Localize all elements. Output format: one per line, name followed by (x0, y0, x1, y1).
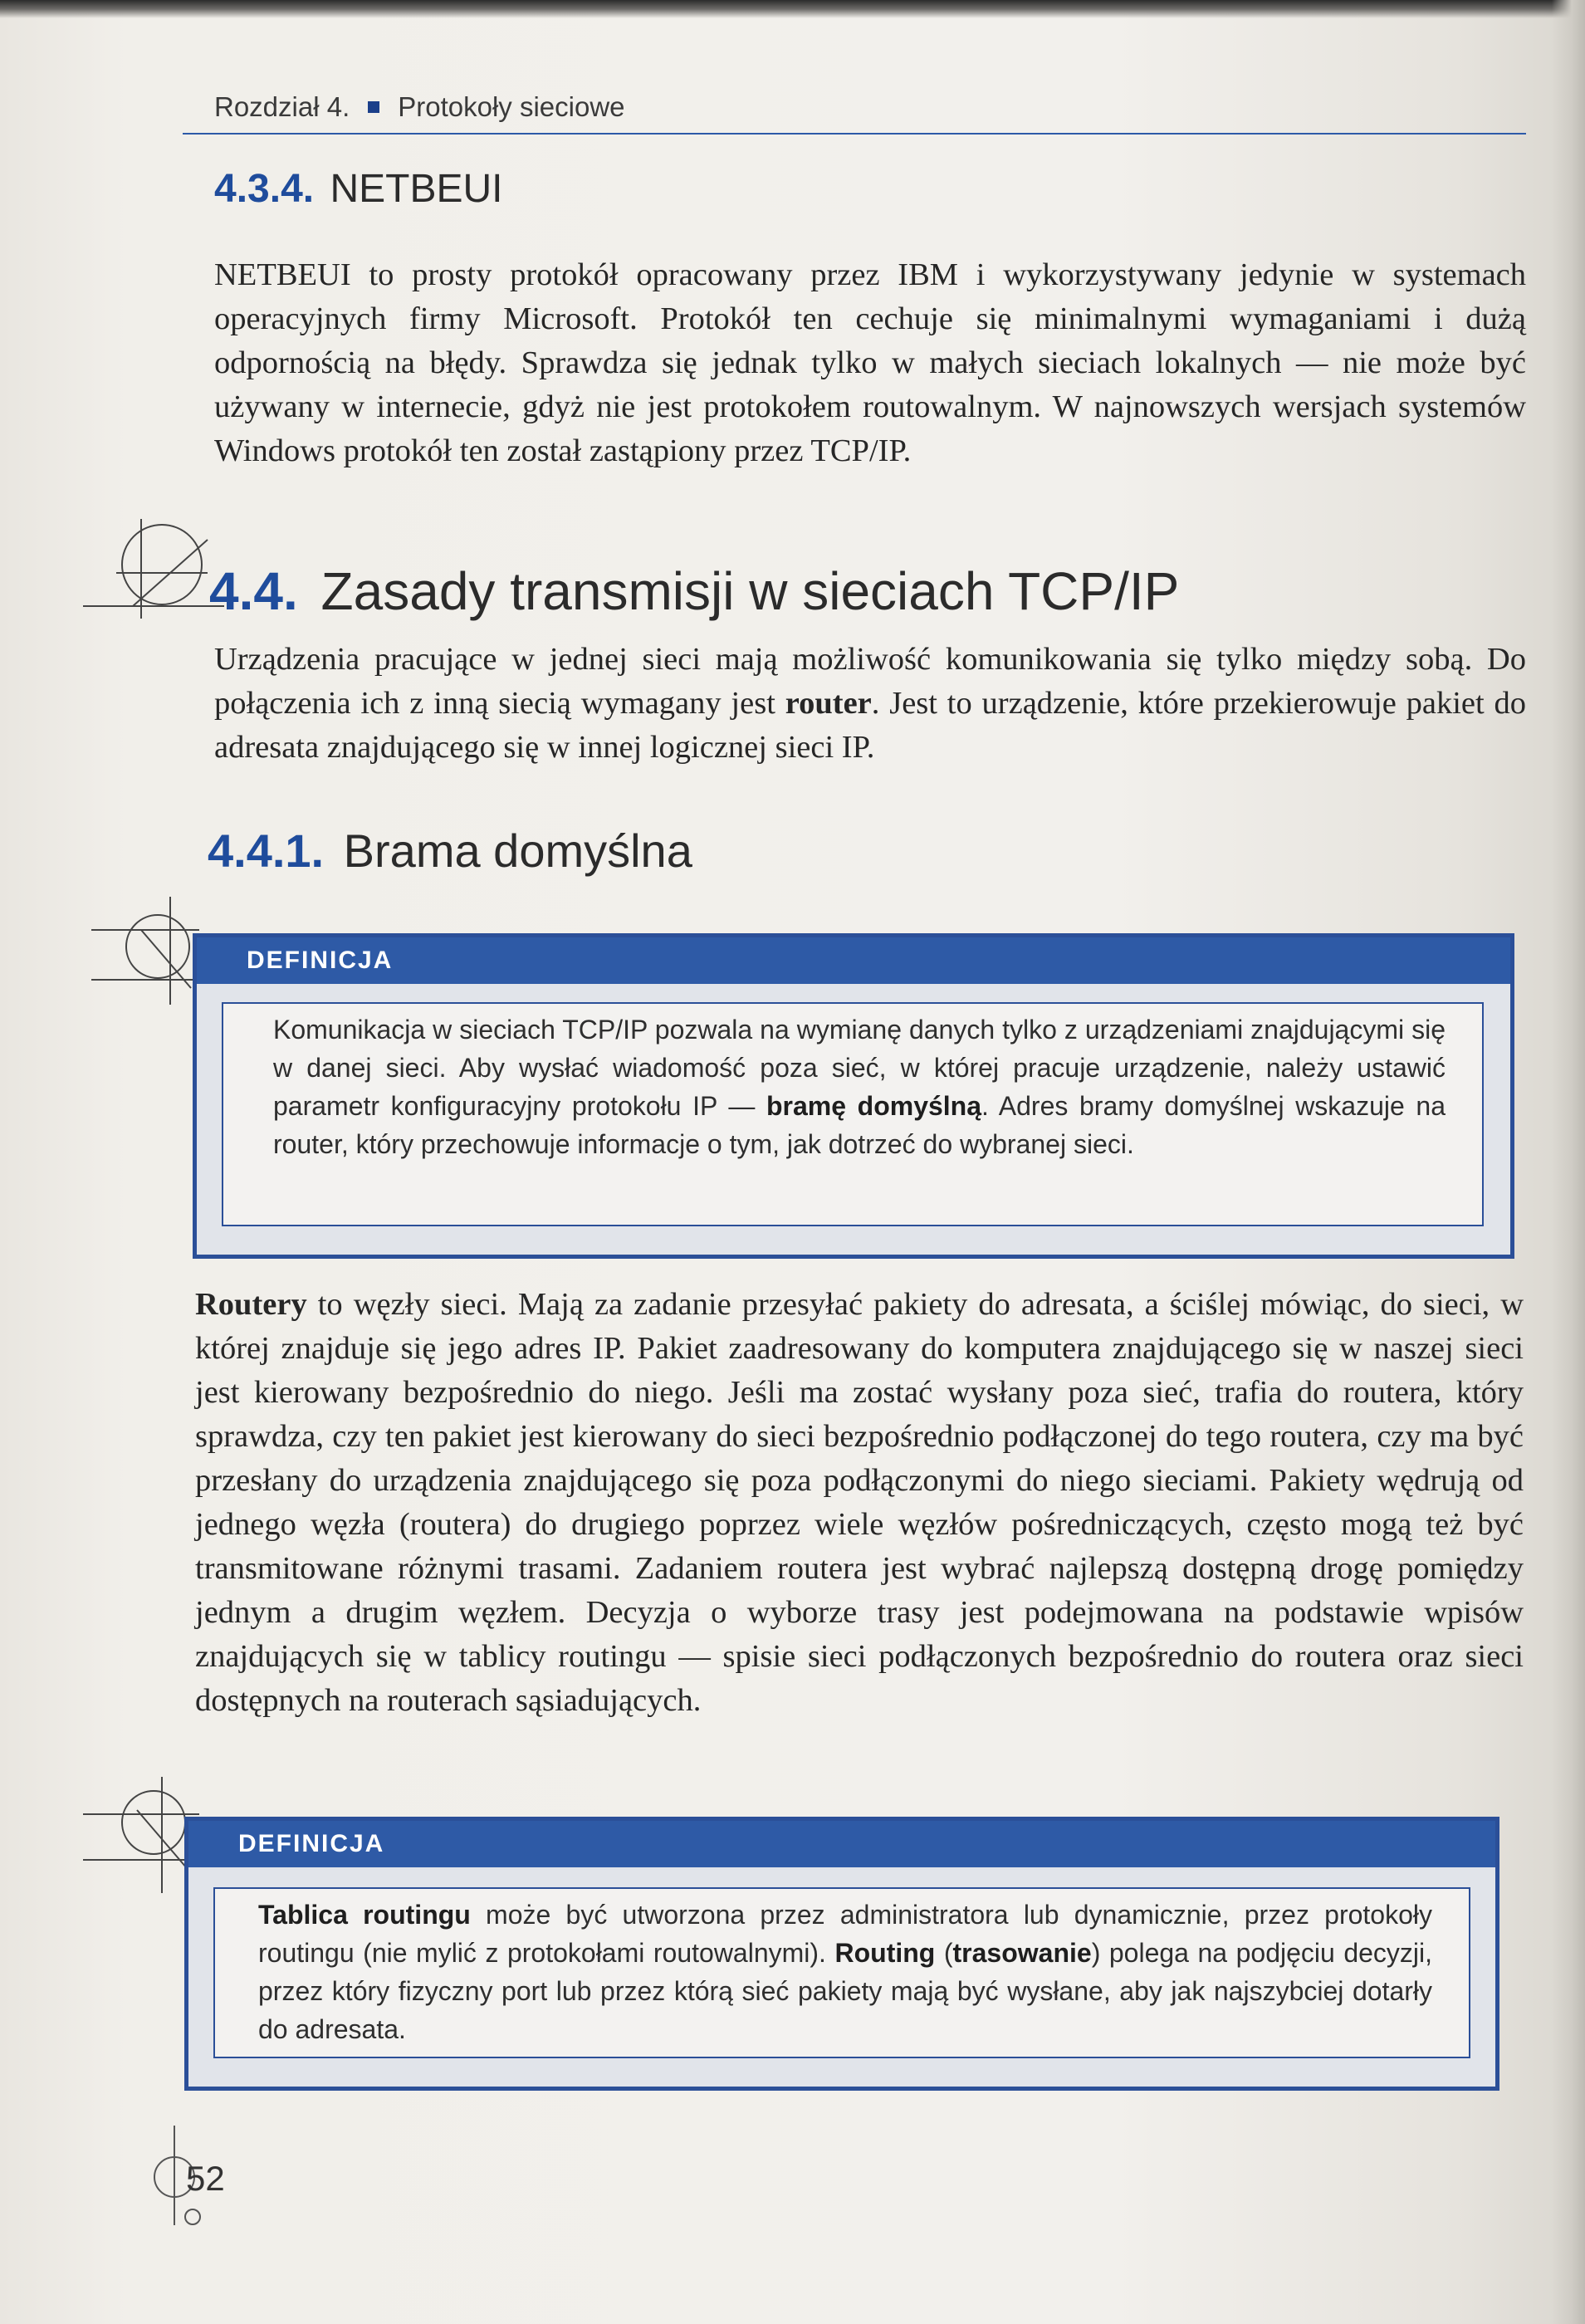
heading-title: NETBEUI (330, 167, 503, 211)
heading-number: 4.4.1. (208, 824, 325, 877)
square-bullet-icon (368, 101, 379, 113)
chapter-title: Protokoły sieciowe (398, 91, 625, 122)
definition-box-2 (184, 1817, 1499, 2091)
heading-number: 4.3.4. (214, 167, 315, 211)
definition-text-part: ( (935, 1938, 953, 1968)
definition-text-part: może być utworzona przez administratora lub dynamicznie, przez protokoły routingu (nie mylić z protokołami routowalnymi). (258, 1900, 1433, 1968)
heading-4-4-1 (208, 824, 692, 878)
definition-text (213, 1887, 1470, 2058)
paragraph-routery (195, 1283, 1524, 1723)
netbeui-text: to prosty protokół opracowany przez IBM i wykorzystywany jedynie w systemach operacyjnych firmy Microsoft. Protokół ten cechuje się minimalnymi wymaganiami i dużą odpornością na błędy. Sprawdza się jednak tylko w małych sieciach lokalnych — nie może być używany w internecie, gdyż nie jest protokołem routowalnym. W najnowszych wersjach systemów Windows protokół ten został zastąpiony przez TCP/IP. (214, 257, 1526, 468)
definition-header (197, 937, 1510, 984)
chapter-label: Rozdział 4. (214, 91, 350, 122)
definition-header (188, 1821, 1495, 1867)
definition-text-part: ) polega na podjęciu decyzji, przez który fizyczny port lub przez którą sieć pakiety mają być wysłane, aby jak najszybciej dotarły do adresata. (258, 1938, 1433, 2044)
compass-ornament-icon (83, 515, 224, 623)
running-header (214, 91, 625, 123)
definition-box-1 (193, 933, 1514, 1259)
page-number: 52 (186, 2159, 225, 2198)
definition-label: DEFINICJA (238, 1830, 385, 1857)
heading-number: 4.4. (209, 561, 298, 621)
definition-text (222, 1002, 1484, 1226)
heading-4-3-4 (214, 166, 502, 212)
definition-label: DEFINICJA (247, 947, 394, 974)
paragraph-netbeui (214, 253, 1526, 473)
compass-ornament-icon (91, 897, 199, 1005)
routery-text: to węzły sieci. Mają za zadanie przesyłać pakiety do adresata, a ściślej mówiąc, do sieci, w której znajduje się jego adres IP. Pakiet zaadresowany do komputera znajdującego się w naszej sieci jest kierowany bezpośrednio do niego. Jeśli ma zostać wysłany poza sieć, trafia do routera, który sprawdza, czy ten pakiet jest kierowany do sieci bezpośrednio podłączonej do tego routera, czy ma być przesłany do urządzenia znajdującego się poza podłączonymi do niego sieciami. Pakiety wędrują od jednego węzła (routera) do drugiego poprzez wiele węzłów pośredniczących, często mogą też być transmitowane różnymi trasami. Zadaniem routera jest wybrać najlepszą dostępną drogę pomiędzy jednym a drugim węzłem. Decyzja o wyborze trasy jest podejmowana na podstawie wpisów znajdujących się w tablicy routingu — spisie sieci podłączonych bezpośrednio do routera oraz sieci dostępnych na routerach sąsiadujących. (195, 1287, 1524, 1718)
definition-term: Tablica routingu (258, 1900, 471, 1930)
definition-term: trasowanie (952, 1938, 1092, 1968)
definition-term: Routing (834, 1938, 936, 1968)
router-term: router (785, 686, 872, 721)
definition-text-part: . Adres bramy domyślnej wskazuje na router, który przechowuje informacje o tym, jak dotrzeć do wybranej sieci. (273, 1091, 1446, 1159)
definition-term: bramę domyślną (766, 1091, 982, 1121)
page-right-edge (1552, 0, 1585, 2324)
header-rule (183, 133, 1526, 135)
heading-4-4 (209, 560, 1179, 622)
zasady-text-2: . Jest to urządzenie, które przekierowuje pakiet do adresata znajdującego się w innej logicznej sieci IP. (214, 686, 1526, 765)
compass-ornament-icon (83, 1777, 199, 1893)
paragraph-zasady (214, 638, 1526, 770)
heading-title: Brama domyślna (343, 824, 692, 877)
zasady-text-1: Urządzenia pracujące w jednej sieci mają możliwość komunikowania się tylko między sobą. Do połączenia ich z inną siecią wymagany jest (214, 642, 1526, 721)
scan-top-shadow (0, 0, 1585, 18)
routery-term: Routery (195, 1287, 307, 1322)
heading-title: Zasady transmisji w sieciach TCP/IP (320, 561, 1180, 621)
definition-text-part: Komunikacja w sieciach TCP/IP pozwala na wymianę danych tylko z urządzeniami znajdującymi się w danej sieci. Aby wysłać wiadomość poza sieć, w której pracuje urządzenie, należy ustawić parametr konfiguracyjny protokołu IP — (273, 1015, 1446, 1121)
netbeui-term: NETBEUI (214, 257, 351, 292)
